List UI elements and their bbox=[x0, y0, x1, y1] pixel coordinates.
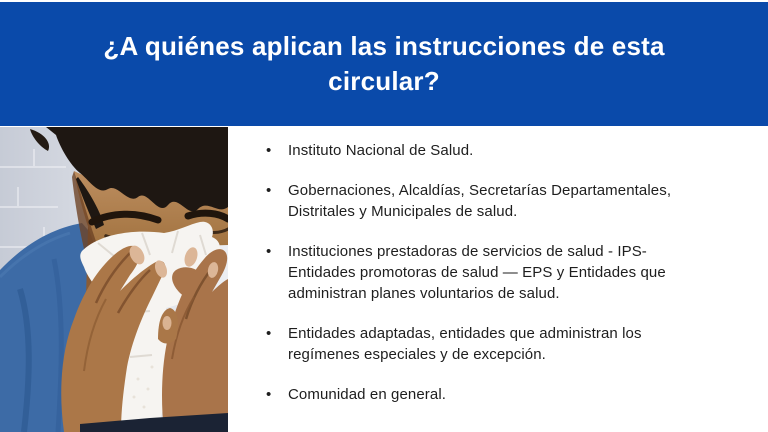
bullet-icon: • bbox=[266, 142, 272, 159]
list-item bbox=[266, 241, 716, 304]
bullet-list-region bbox=[266, 140, 716, 424]
bullet-icon: • bbox=[266, 325, 272, 342]
list-item bbox=[266, 323, 716, 365]
bullet-list bbox=[266, 140, 716, 405]
title-banner bbox=[0, 2, 768, 126]
bullet-text: Entidades adaptadas, entidades que administran los regímenes especiales y de excepción. bbox=[288, 325, 642, 363]
bullet-text: Instituto Nacional de Salud. bbox=[288, 142, 474, 159]
bullet-icon: • bbox=[266, 182, 272, 199]
bullet-icon: • bbox=[266, 243, 272, 260]
list-item bbox=[266, 180, 716, 222]
list-item bbox=[266, 384, 716, 405]
bullet-text: Comunidad en general. bbox=[288, 386, 447, 403]
bullet-text: Gobernaciones, Alcaldías, Secretarías Departamentales, Distritales y Municipales de salud. bbox=[288, 182, 672, 220]
slide-title: ¿A quiénes aplican las instrucciones de esta circular? bbox=[103, 31, 665, 96]
bullet-icon: • bbox=[266, 386, 272, 403]
photo-man-blowing-nose bbox=[0, 127, 228, 432]
photo-illustration bbox=[0, 127, 228, 432]
list-item bbox=[266, 140, 716, 161]
bullet-text: Instituciones prestadoras de servicios de salud - IPS- Entidades promotoras de salud — EPS y Entidades que administran planes voluntarios de salud. bbox=[288, 243, 666, 302]
